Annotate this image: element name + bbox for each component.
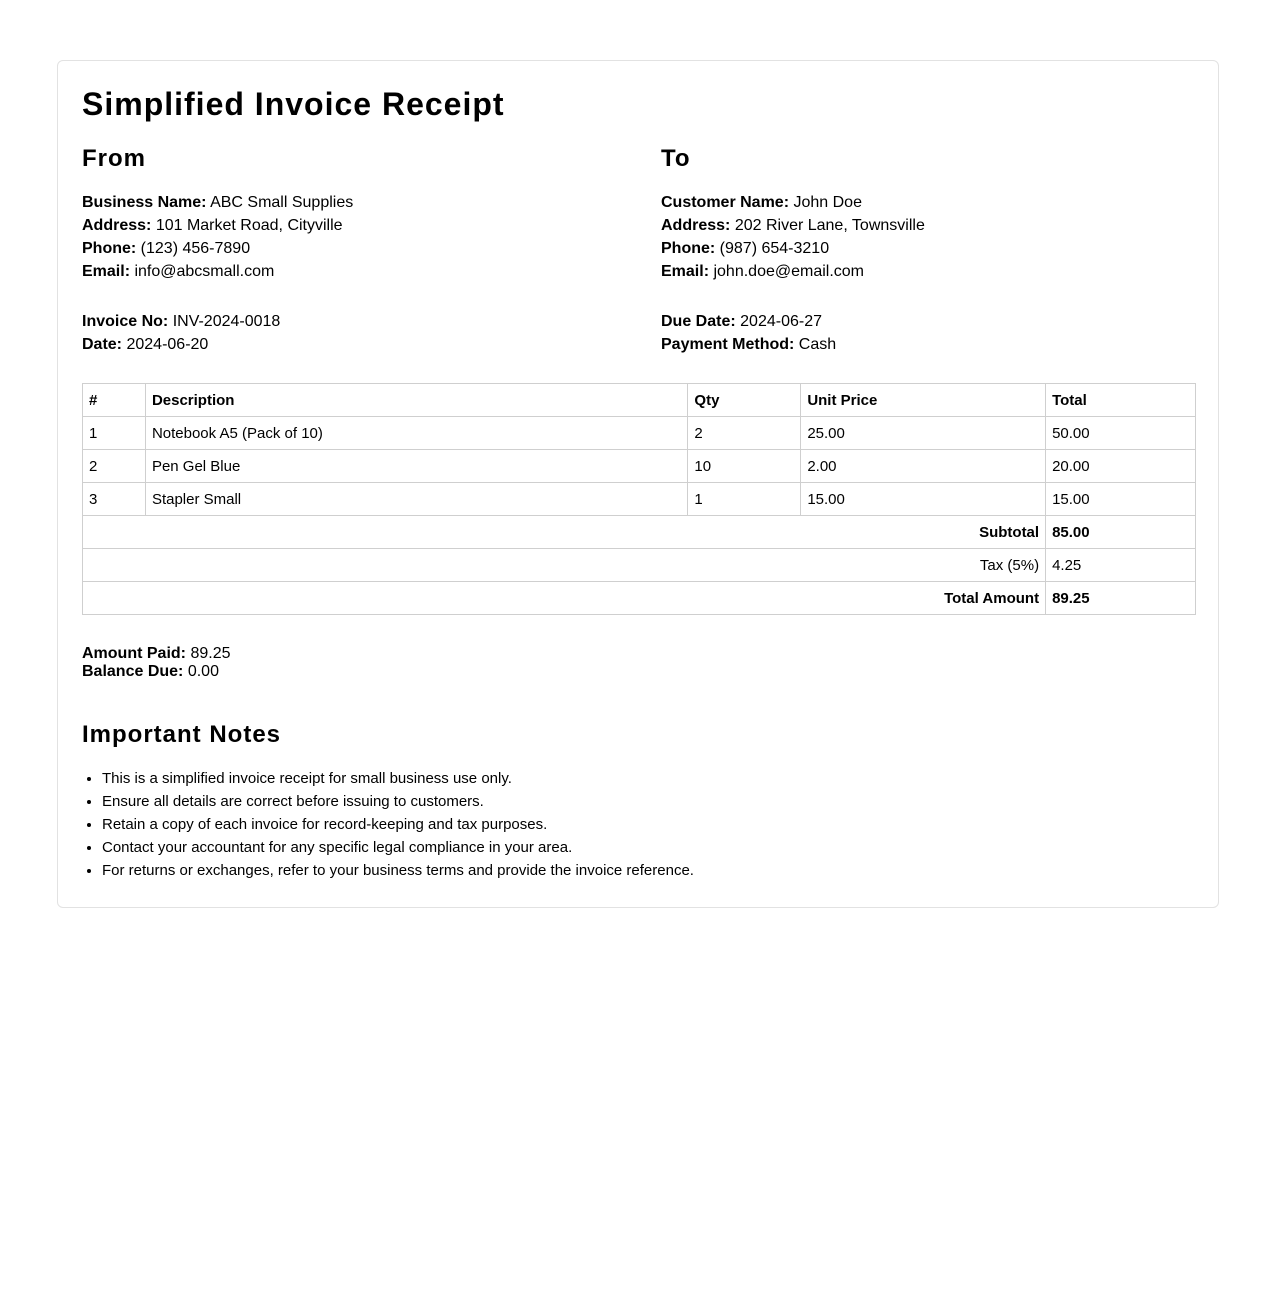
from-section — [82, 145, 642, 356]
customer-email-value: john.doe@email.com — [713, 263, 865, 280]
business-name-label: Business Name: — [82, 194, 207, 211]
table-row — [83, 450, 1196, 483]
row-unit-price: 15.00 — [801, 483, 1046, 516]
header-total: Total — [1046, 384, 1196, 417]
business-email-label: Email: — [82, 263, 131, 280]
list-item: • For returns or exchanges, refer to your business terms and provide the invoice reference. — [102, 859, 694, 882]
business-address-value: 101 Market Road, Cityville — [155, 217, 343, 234]
business-phone-line — [82, 237, 642, 260]
customer-name-line — [661, 191, 1221, 214]
to-heading: To — [661, 145, 691, 172]
row-unit-price: 25.00 — [801, 417, 1046, 450]
amount-paid-line — [82, 645, 231, 663]
total-amount-value: 89.25 — [1046, 582, 1196, 615]
tax-value: 4.25 — [1046, 549, 1196, 582]
list-item: • Contact your accountant for any specific legal compliance in your area. — [102, 836, 694, 859]
customer-info — [661, 191, 1221, 283]
invoice-meta — [82, 310, 642, 356]
tax-row — [83, 549, 1196, 582]
row-description: Pen Gel Blue — [145, 450, 687, 483]
subtotal-label: Subtotal — [83, 516, 1046, 549]
payment-meta — [661, 310, 1221, 356]
payment-method-value: Cash — [798, 336, 837, 353]
business-email-line — [82, 260, 642, 283]
balance-due-line — [82, 663, 231, 681]
row-total: 50.00 — [1046, 417, 1196, 450]
customer-address-line — [661, 214, 1221, 237]
table-row — [83, 483, 1196, 516]
row-number: 2 — [83, 450, 146, 483]
due-date-label: Due Date: — [661, 313, 736, 330]
header-description: Description — [145, 384, 687, 417]
tax-label: Tax (5%) — [83, 549, 1046, 582]
invoice-date-line — [82, 333, 642, 356]
table-row — [83, 417, 1196, 450]
business-address-line — [82, 214, 642, 237]
row-qty: 10 — [688, 450, 801, 483]
total-row — [83, 582, 1196, 615]
payment-summary — [82, 645, 231, 681]
table-header-row — [83, 384, 1196, 417]
amount-paid-label: Amount Paid: — [82, 645, 186, 662]
invoice-card — [57, 60, 1219, 908]
business-email-value: info@abcsmall.com — [134, 263, 275, 280]
subtotal-value: 85.00 — [1046, 516, 1196, 549]
row-number: 1 — [83, 417, 146, 450]
customer-name-value: John Doe — [793, 194, 862, 211]
row-qty: 2 — [688, 417, 801, 450]
header-unit-price: Unit Price — [801, 384, 1046, 417]
list-item: • Ensure all details are correct before issuing to customers. — [102, 790, 694, 813]
customer-phone-label: Phone: — [661, 240, 716, 257]
invoice-no-value: INV-2024-0018 — [172, 313, 281, 330]
row-description: Stapler Small — [145, 483, 687, 516]
customer-address-label: Address: — [661, 217, 731, 234]
notes-heading: Important Notes — [82, 721, 282, 748]
customer-name-label: Customer Name: — [661, 194, 790, 211]
row-qty: 1 — [688, 483, 801, 516]
row-total: 20.00 — [1046, 450, 1196, 483]
list-item: • This is a simplified invoice receipt for small business use only. — [102, 767, 694, 790]
total-amount-label: Total Amount — [83, 582, 1046, 615]
row-number: 3 — [83, 483, 146, 516]
customer-email-line — [661, 260, 1221, 283]
customer-email-label: Email: — [661, 263, 710, 280]
payment-method-label: Payment Method: — [661, 336, 795, 353]
due-date-line — [661, 310, 1221, 333]
balance-due-value: 0.00 — [187, 663, 219, 680]
business-phone-value: (123) 456-7890 — [140, 240, 251, 257]
invoice-no-label: Invoice No: — [82, 313, 169, 330]
list-item: • Retain a copy of each invoice for record-keeping and tax purposes. — [102, 813, 694, 836]
invoice-no-line — [82, 310, 642, 333]
business-phone-label: Phone: — [82, 240, 137, 257]
to-section — [661, 145, 1221, 356]
business-name-value: ABC Small Supplies — [210, 194, 354, 211]
header-qty: Qty — [688, 384, 801, 417]
header-number: # — [83, 384, 146, 417]
amount-paid-value: 89.25 — [190, 645, 231, 662]
balance-due-label: Balance Due: — [82, 663, 184, 680]
customer-phone-line — [661, 237, 1221, 260]
business-name-line — [82, 191, 642, 214]
row-total: 15.00 — [1046, 483, 1196, 516]
due-date-value: 2024-06-27 — [740, 313, 822, 330]
subtotal-row — [83, 516, 1196, 549]
row-description: Notebook A5 (Pack of 10) — [145, 417, 687, 450]
customer-address-value: 202 River Lane, Townsville — [734, 217, 925, 234]
from-heading: From — [82, 145, 146, 172]
business-address-label: Address: — [82, 217, 152, 234]
invoice-date-label: Date: — [82, 336, 123, 353]
page-title: Simplified Invoice Receipt — [82, 86, 505, 122]
row-unit-price: 2.00 — [801, 450, 1046, 483]
notes-list — [82, 767, 694, 882]
customer-phone-value: (987) 654-3210 — [719, 240, 830, 257]
invoice-date-value: 2024-06-20 — [126, 336, 209, 353]
business-info — [82, 191, 642, 283]
items-table — [82, 383, 1196, 615]
payment-method-line — [661, 333, 1221, 356]
